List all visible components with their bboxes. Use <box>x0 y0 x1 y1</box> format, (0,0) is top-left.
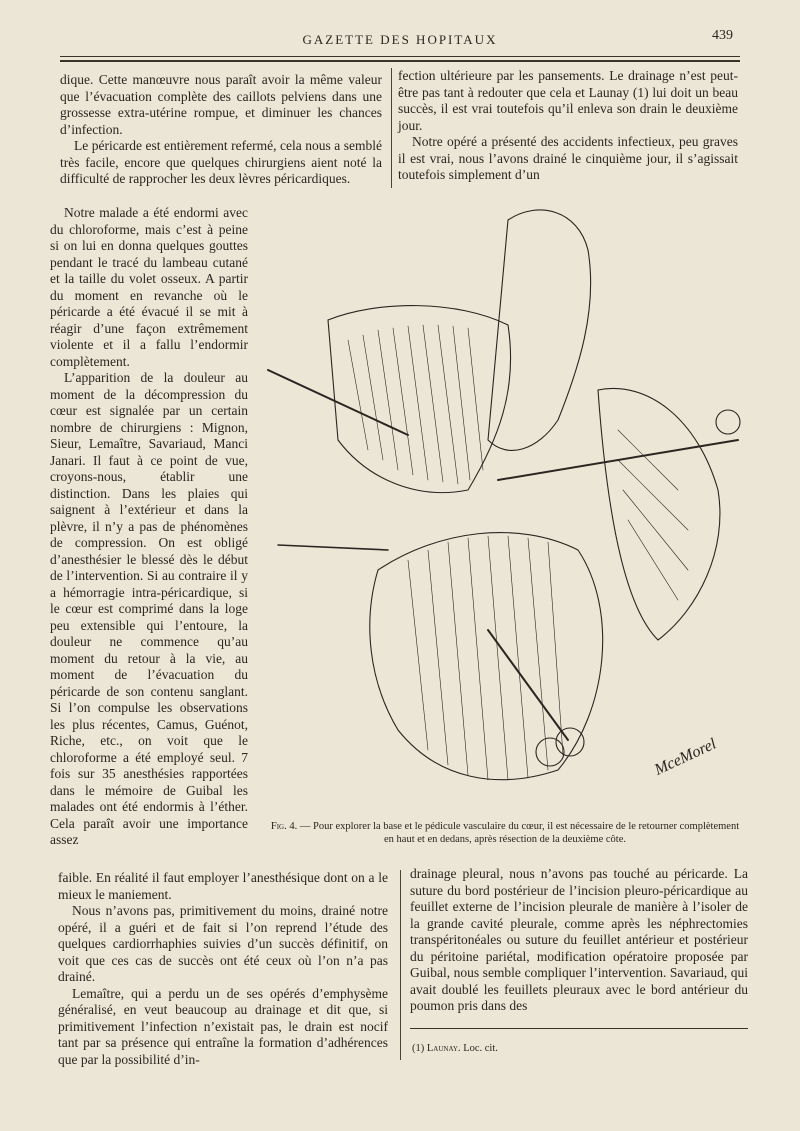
artist-signature: MceMorel <box>651 735 720 779</box>
left-column-bottom <box>58 870 388 1068</box>
chest-flap-drawing <box>328 306 511 493</box>
clamp-drawing <box>498 440 738 480</box>
footnote-author: Launay. <box>426 1043 461 1054</box>
paragraph: Lemaître, qui a perdu un de ses opérés d’emphysème généralisé, en veut beaucoup au drainage et dit que, si primitivement l’infection n’existait pas, le drain est nocif tant par sa présence qui entraîne la formation d’adhérences que par la possibilité d’in- <box>58 985 388 1067</box>
paragraph: dique. Cette manœuvre nous paraît avoir la même valeur que l’évacuation complète des caillots pelviens dans une grossesse extra-utérine rompue, et diminuer les chances d’infection. <box>60 72 382 137</box>
column-divider-top <box>391 68 392 188</box>
forceps-drawing <box>268 370 408 435</box>
page-number: 439 <box>712 28 733 43</box>
left-column-top <box>60 72 382 188</box>
figure-caption-text: — Pour explorer la base et le pédicule vasculaire du cœur, il est nécessaire de le retourner complètement en haut et en dedans, après résection de la deuxième côte. <box>299 821 740 845</box>
retractor-tissue-drawing <box>488 210 591 450</box>
right-column-bottom <box>410 866 748 1015</box>
column-divider-bottom <box>400 870 401 1060</box>
right-column-top <box>398 68 738 184</box>
header-rule <box>60 56 740 57</box>
journal-title: GAZETTE DES HOPITAUX <box>302 32 498 47</box>
footnote-rule <box>410 1028 748 1029</box>
paragraph: L’apparition de la douleur au moment de la décompression du cœur est signalée par un certain nombre de chirurgiens : Mignon, Sieur, Lemaître, Savariaud, Manci Janari. Il faut à ce point de vue, croyons-nous, établir une distinction. Dans les plaies qui saignent à l’extérieur et dans la plèvre, il n’y a pas de phénomènes de compression. On est obligé d’anesthésier le blessé dès le début de l’intervention. Si au contraire il y a hémorragie intra-péricardique, si le cœur est comprimé dans la loge peu extensible qui l’entoure, la douleur ne commence qu’au moment du retour à la vie, au moment de l’évacuation du péricarde de son contenu sanglant. Si l’on compulse les observations les plus récentes, Camus, Guénot, Riche, etc., on voit que le chloroforme a été employé seul. 7 fois sur 35 anesthésies rapportées dans le mémoire de Guibal les malades ont été endormis à l’éther. Cela paraît avoir une importance assez <box>50 370 248 847</box>
footnote-marker: (1) <box>412 1043 425 1054</box>
paragraph: fection ultérieure par les pansements. Le drainage n’est peut-être pas tant à redouter que cela et Launay (1) lui doit un beau succès, il est vrai toutefois qu’il enleva son drain le deuxième jour. <box>398 68 738 133</box>
lung-drawing <box>598 388 720 640</box>
footnote-text: Loc. cit. <box>463 1043 498 1054</box>
figure-label: Fig. 4. <box>270 821 298 832</box>
paragraph: Notre opéré a présenté des accidents infectieux, peu graves il est vrai, nous l’avons drainé le cinquième jour, il s’agissait toutefois simplement d’un <box>398 134 738 182</box>
footnote <box>412 1043 742 1054</box>
header-rule-double <box>60 60 740 62</box>
surgical-illustration <box>258 190 746 822</box>
heart-drawing <box>370 533 603 780</box>
left-column-narrow <box>50 205 248 849</box>
paragraph: Nous n’avons pas, primitivement du moins, drainé notre opéré, il a guéri et de fait si l’on reprend l’étude des quelques cardiorrhaphies suivies d’un succès définitif, on voit que ces cas de succès ont été ceux où l’on n’a pas drainé. <box>58 903 388 984</box>
paragraph: faible. En réalité il faut employer l’anesthésique dont on a le mieux le maniement. <box>58 870 388 902</box>
paragraph: drainage pleural, nous n’avons pas touché au péricarde. La suture du bord postérieur de l’incision pleuro-péricardique au feuillet externe de l’incision pleurale de manière à l’isoler de la grande cavité pleurale, comme après les néphrectomies transpéritonéales ou suture du feuillet antérieur et postérieur du péritoine pariétal, modification opératoire proposée par Guibal, nous semble compliquer l’intervention. Savariaud, qui avait doublé les feuillets pleuraux avec le bord antérieur du poumon pris dans des <box>410 866 748 1013</box>
figure-caption <box>270 820 740 846</box>
paragraph: Notre malade a été endormi avec du chloroforme, mais c’est à peine si on lui en donna quelques gouttes pendant le tracé du lambeau cutané et la taille du volet osseux. A partir du moment en revanche où le péricarde a été évacué il se mit à réagir d’une façon extrêmement violente et il a fallu l’endormir complètement. <box>50 205 248 369</box>
paragraph: Le péricarde est entièrement refermé, cela nous a semblé très facile, encore que quelques chirurgiens aient noté la difficulté de rapprocher les deux lèvres péricardiques. <box>60 138 382 186</box>
